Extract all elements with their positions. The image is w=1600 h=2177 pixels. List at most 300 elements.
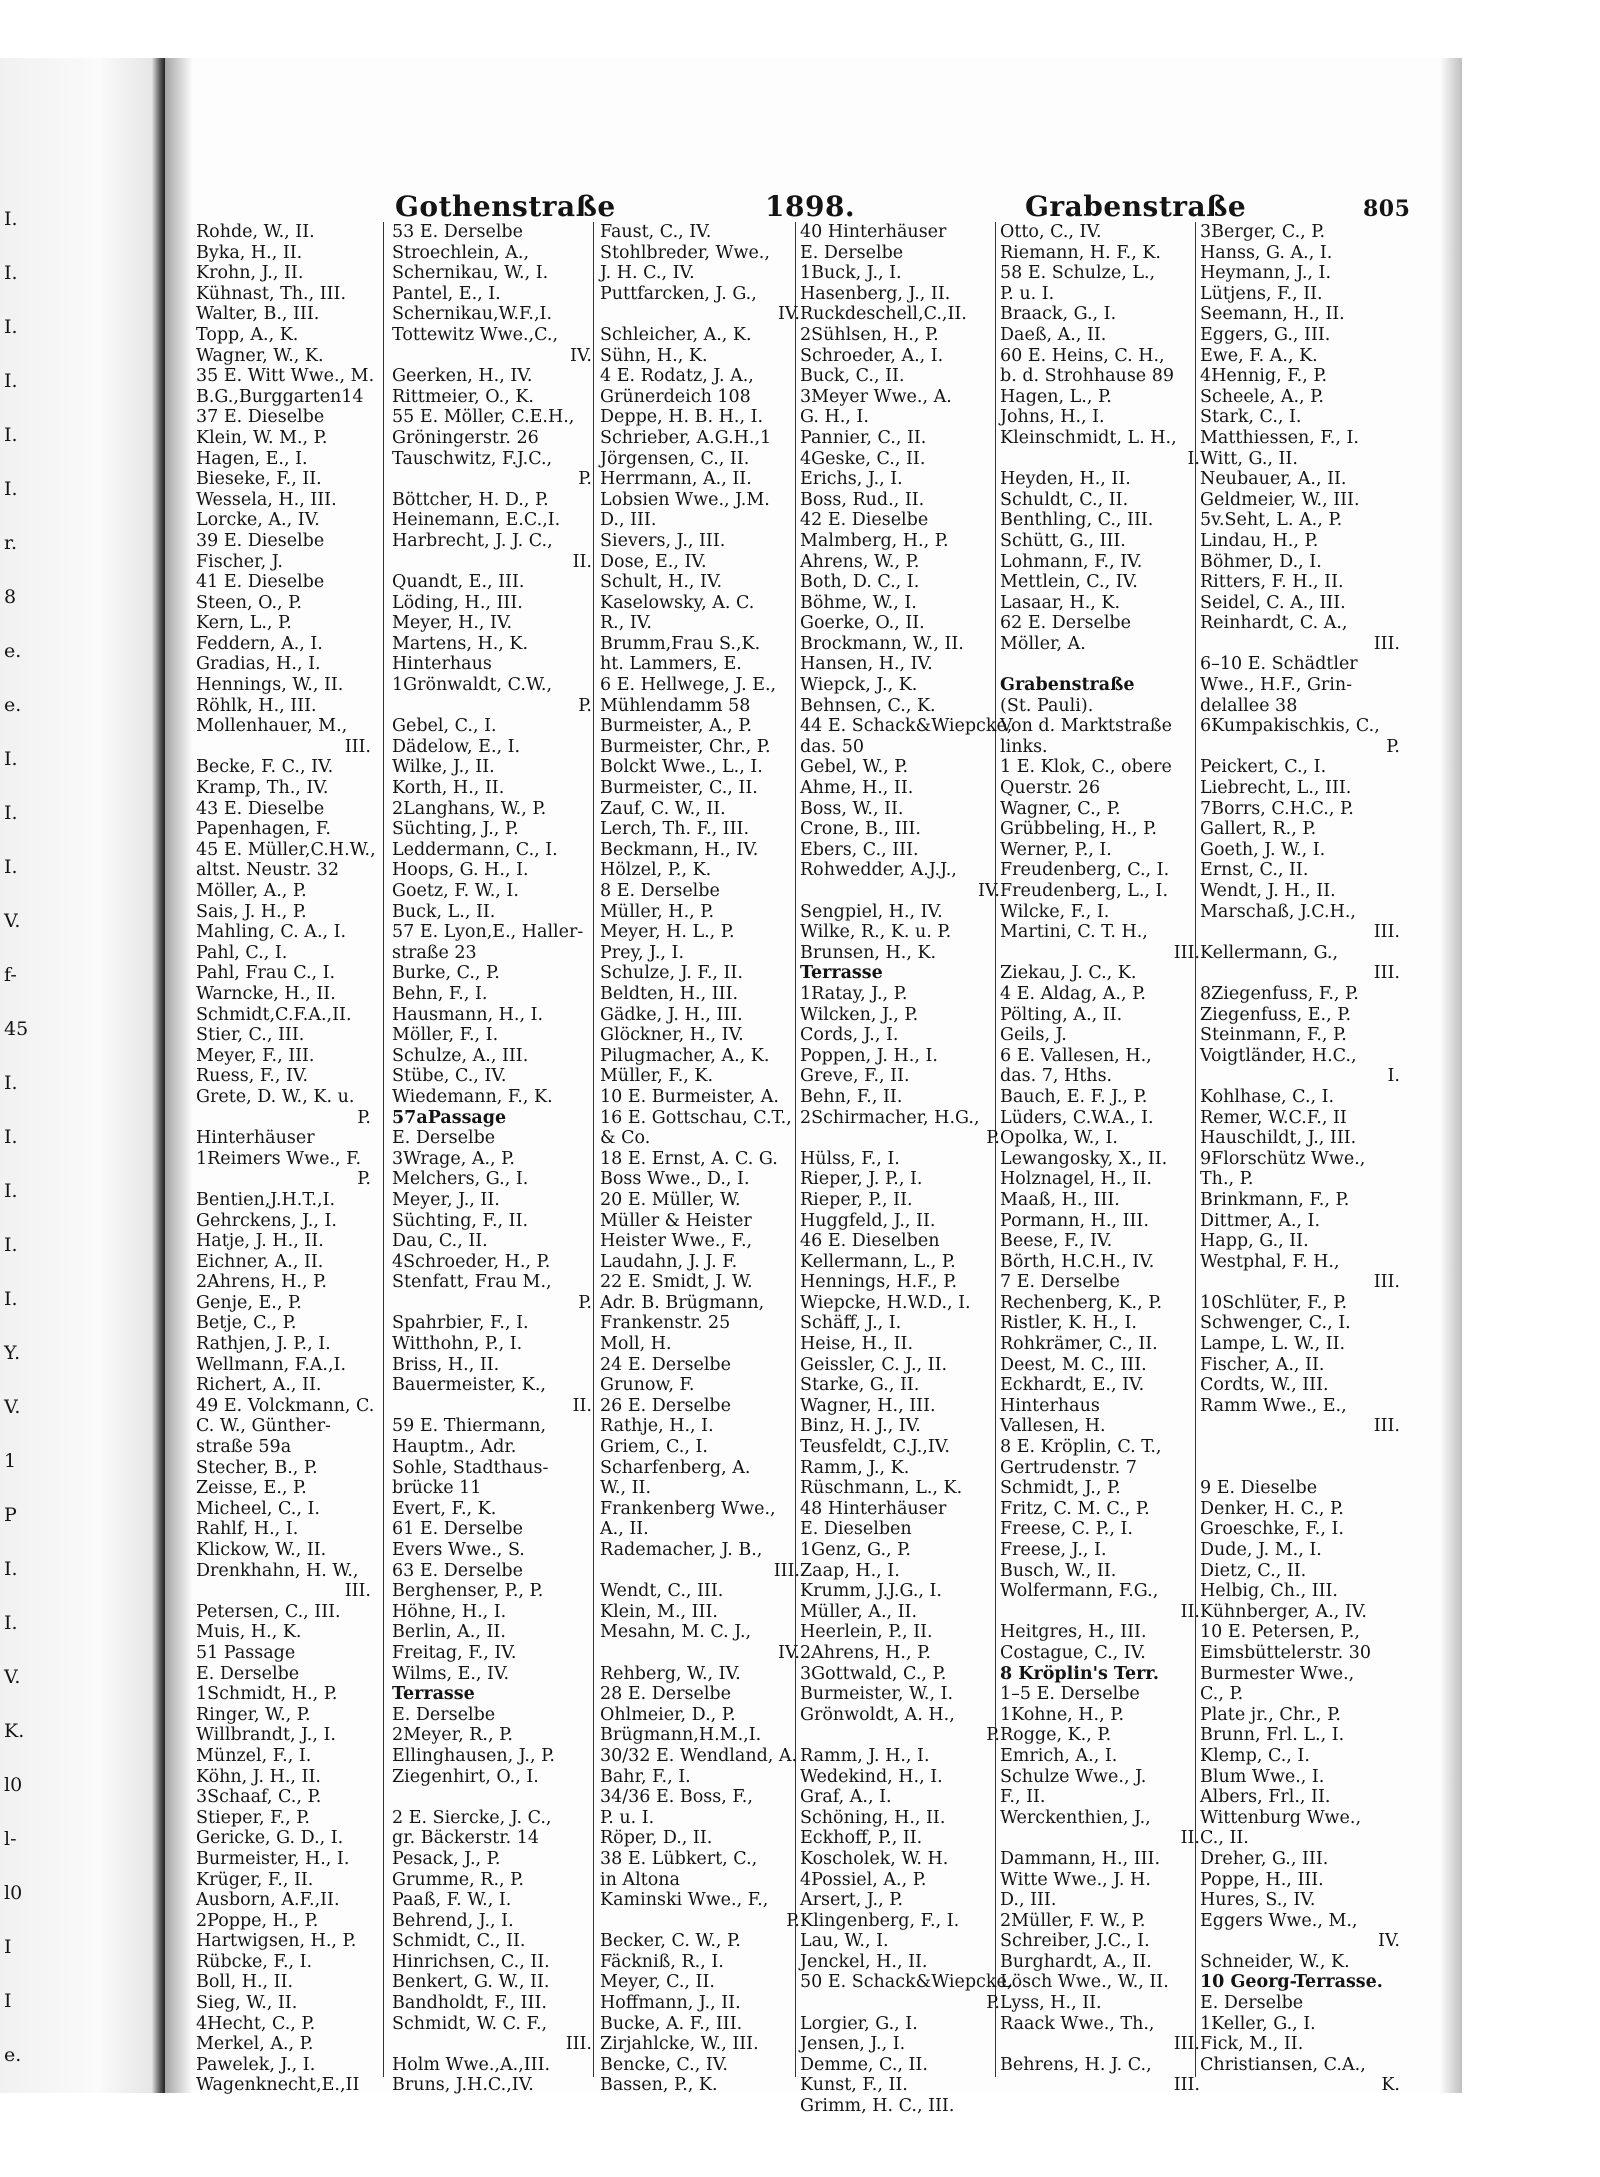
directory-line: Lorgier, G., I. bbox=[800, 2013, 918, 2034]
directory-line: Feddern, A., I. bbox=[196, 633, 323, 654]
header-left-street: Gothenstraße bbox=[395, 190, 616, 223]
directory-line: Benthling, C., III. bbox=[1000, 510, 1154, 531]
directory-line: Poppe, H., III. bbox=[1200, 1869, 1324, 1890]
directory-line: 40 Hinterhäuser bbox=[800, 222, 947, 242]
directory-line: Korth, H., II. bbox=[392, 778, 505, 799]
directory-line: III. bbox=[1373, 922, 1400, 943]
previous-page-edge-text: f- bbox=[4, 964, 17, 986]
directory-line: 3Gottwald, C., P. bbox=[800, 1663, 947, 1684]
directory-line: Wiepck, J., K. bbox=[800, 675, 918, 696]
directory-line: Griem, C., I. bbox=[600, 1437, 708, 1458]
directory-line: Gallert, R., P. bbox=[1200, 819, 1317, 840]
directory-line: Wellmann, F.A.,I. bbox=[196, 1354, 347, 1375]
directory-line: Micheel, C., I. bbox=[196, 1498, 320, 1519]
directory-line: P. bbox=[578, 469, 592, 490]
directory-line: Von d. Marktstraße bbox=[1000, 716, 1172, 737]
directory-line: Kühnberger, A., IV. bbox=[1200, 1601, 1367, 1622]
directory-line: Pannier, C., II. bbox=[800, 427, 927, 448]
directory-line: Röper, D., II. bbox=[600, 1828, 713, 1849]
directory-line: Berlin, A., II. bbox=[392, 1622, 506, 1643]
directory-line: Burmeister, Chr., P. bbox=[600, 736, 771, 757]
directory-line: Freese, J., I. bbox=[1000, 1540, 1107, 1560]
directory-line: P. bbox=[578, 1292, 592, 1313]
directory-line: Brinkmann, F., P. bbox=[1200, 1189, 1350, 1210]
previous-page-edge-text: I. bbox=[4, 316, 18, 338]
directory-line: Heinemann, E.C.,I. bbox=[392, 510, 561, 531]
directory-line: Wwe., H.F., Grin- bbox=[1200, 675, 1353, 696]
directory-line: F., II. bbox=[1000, 1787, 1046, 1808]
previous-page-edge-text: e. bbox=[4, 694, 22, 716]
directory-line: C., P. bbox=[1200, 1684, 1244, 1705]
directory-line: Hinterhaus bbox=[1000, 1395, 1100, 1416]
directory-line: Johns, H., I. bbox=[1000, 407, 1105, 428]
directory-line: Klingenberg, F., I. bbox=[800, 1910, 960, 1931]
directory-line: 57 E. Lyon,E., Haller- bbox=[392, 922, 584, 943]
directory-line: Beckmann, H., IV. bbox=[600, 839, 759, 860]
header-right-street: Grabenstraße bbox=[1025, 190, 1247, 223]
directory-line: Burke, C., P. bbox=[392, 963, 500, 984]
directory-line: I. bbox=[1387, 1066, 1400, 1087]
directory-line: Hennings, H.F., P. bbox=[800, 1272, 958, 1293]
directory-line: 4Hennig, F., P. bbox=[1200, 366, 1328, 387]
directory-line: Jenckel, H., II. bbox=[800, 1951, 928, 1972]
directory-line: C., II. bbox=[1200, 1828, 1249, 1849]
directory-line: Mahling, C. A., I. bbox=[196, 922, 347, 943]
directory-line: Sais, J. H., P. bbox=[196, 901, 307, 922]
directory-line: Binz, H. J., IV. bbox=[800, 1416, 921, 1437]
directory-line: Gröningerstr. 26 bbox=[392, 427, 539, 448]
directory-line: Schütt, G., III. bbox=[1000, 530, 1126, 551]
directory-line: III. bbox=[1173, 942, 1200, 963]
directory-line: Teusfeldt, C.J.,IV. bbox=[800, 1437, 950, 1458]
directory-line: Heyden, H., II. bbox=[1000, 469, 1131, 490]
directory-line: Adr. B. Brügmann, bbox=[600, 1292, 765, 1313]
directory-line: Heister Wwe., F., bbox=[600, 1231, 753, 1252]
directory-line: Witthohn, P., I. bbox=[392, 1334, 523, 1355]
directory-line: Hartwigsen, H., P. bbox=[196, 1931, 357, 1952]
previous-page-edge-text: K. bbox=[4, 1720, 25, 1742]
directory-line: 62 E. Derselbe bbox=[1000, 613, 1131, 634]
directory-line: Wagner, W., K. bbox=[196, 345, 324, 366]
directory-line: Stark, C., I. bbox=[1200, 407, 1302, 428]
directory-line: Erichs, J., I. bbox=[800, 469, 903, 490]
directory-line: 38 E. Lübkert, C., bbox=[600, 1848, 758, 1869]
directory-line: Seidel, C. A., III. bbox=[1200, 592, 1346, 613]
page-number: 805 bbox=[1363, 196, 1411, 222]
directory-line: Graf, A., I. bbox=[800, 1787, 892, 1808]
previous-page-edge-text: I. bbox=[4, 856, 18, 878]
directory-line: Hinterhaus bbox=[392, 654, 492, 675]
directory-line bbox=[392, 1787, 592, 1808]
directory-line: D., III. bbox=[1000, 1890, 1057, 1911]
directory-line: G. H., I. bbox=[800, 407, 869, 428]
directory-line: 59 E. Thiermann, bbox=[392, 1416, 547, 1437]
previous-page-edge-text: 1 bbox=[4, 1450, 17, 1472]
directory-line: Müller, F., K. bbox=[600, 1066, 714, 1087]
directory-line: Goerke, O., II. bbox=[800, 613, 925, 634]
directory-line: Möller, F., I. bbox=[392, 1025, 499, 1046]
directory-line: Wiepcke, H.W.D., I. bbox=[800, 1292, 971, 1313]
directory-line: Behnsen, C., K. bbox=[800, 695, 936, 716]
directory-line: Lasaar, H., K. bbox=[1000, 592, 1121, 613]
directory-line: Kaselowsky, A. C. bbox=[600, 592, 755, 613]
directory-line: E. Derselbe bbox=[392, 1128, 496, 1149]
directory-line: Krüger, F., II. bbox=[196, 1869, 314, 1890]
directory-line: Ernst, C., II. bbox=[1200, 860, 1309, 881]
directory-line: D., III. bbox=[600, 510, 657, 531]
directory-line: Pesack, J., P. bbox=[392, 1848, 501, 1869]
directory-line: Braack, G., I. bbox=[1000, 304, 1117, 325]
previous-page-edge-text: I. bbox=[4, 262, 18, 284]
directory-line: Ausborn, A.F.,II. bbox=[196, 1890, 340, 1911]
directory-line: III. bbox=[1373, 1416, 1400, 1437]
directory-line: Dädelow, E., I. bbox=[392, 736, 521, 757]
directory-line: Voigtländer, H.C., bbox=[1200, 1045, 1357, 1066]
directory-line: 53 E. Derselbe bbox=[392, 222, 523, 242]
directory-line: Dietz, C., II. bbox=[1200, 1560, 1307, 1581]
directory-line: Beldten, H., III. bbox=[600, 983, 739, 1004]
directory-line: 9 E. Dieselbe bbox=[1200, 1478, 1318, 1499]
directory-line: Blum Wwe., I. bbox=[1200, 1766, 1325, 1787]
directory-line: Hansen, H., IV. bbox=[800, 654, 933, 675]
previous-page-edge-text: I. bbox=[4, 1072, 18, 1094]
column-rule bbox=[593, 222, 594, 2077]
directory-line: Schulze, A., III. bbox=[392, 1045, 529, 1066]
directory-line: 20 E. Müller, W. bbox=[600, 1189, 741, 1210]
directory-line: Buck, L., II. bbox=[392, 901, 496, 922]
directory-line: Mühlendamm 58 bbox=[600, 695, 751, 716]
directory-line: Hanss, G. A., I. bbox=[1200, 242, 1333, 263]
directory-line: 43 E. Dieselbe bbox=[196, 798, 325, 819]
directory-line: Paaß, F. W., I. bbox=[392, 1890, 512, 1911]
directory-line: Brunsen, H., K. bbox=[800, 942, 937, 963]
directory-line: Topp, A., K. bbox=[196, 324, 299, 345]
directory-line: 49 E. Volckmann, C. bbox=[196, 1395, 375, 1416]
directory-line: P. bbox=[357, 1169, 371, 1190]
previous-page-edge-text: I bbox=[4, 1936, 12, 1958]
previous-page-edge-text: 45 bbox=[4, 1018, 29, 1040]
directory-line: IV. bbox=[977, 881, 1000, 901]
directory-line: Meyer, H. L., P. bbox=[600, 922, 735, 943]
directory-line: Meyer, C., II. bbox=[600, 1972, 715, 1993]
directory-line: Martens, H., K. bbox=[392, 633, 529, 654]
directory-line: P. bbox=[986, 1725, 1000, 1746]
directory-line: 4Hecht, C., P. bbox=[196, 2013, 316, 2034]
directory-line: links. bbox=[1000, 736, 1048, 757]
directory-line: Both, D. C., I. bbox=[800, 572, 920, 593]
directory-line: Papenhagen, F. bbox=[196, 819, 331, 840]
directory-line: Th., P. bbox=[1200, 1169, 1254, 1190]
directory-line: Müller & Heister bbox=[600, 1210, 752, 1231]
directory-line: Wiedemann, F., K. bbox=[392, 1086, 553, 1107]
directory-line: Zaap, H., I. bbox=[800, 1560, 900, 1581]
directory-line: 2Schirmacher, H.G., bbox=[800, 1107, 980, 1128]
directory-line: Wilcke, F., I. bbox=[1000, 901, 1110, 922]
previous-page-edge-text: I. bbox=[4, 1288, 18, 1310]
directory-line: Reinhardt, C. A., bbox=[1200, 613, 1348, 634]
directory-line: Rüschmann, L., K. bbox=[800, 1478, 963, 1499]
directory-line: Freudenberg, C., I. bbox=[1000, 860, 1170, 881]
directory-line: Behrens, H. J. C., bbox=[1000, 2054, 1152, 2075]
directory-line: Burmeister, W., I. bbox=[800, 1684, 954, 1705]
directory-line: 58 E. Schulze, L., bbox=[1000, 263, 1156, 284]
directory-line: J. H. C., IV. bbox=[600, 263, 695, 284]
directory-line: 6Kumpakischkis, C., bbox=[1200, 716, 1380, 737]
directory-line: Warncke, H., II. bbox=[196, 983, 336, 1004]
directory-line: Schreiber, J.C., I. bbox=[1000, 1931, 1150, 1952]
directory-line: Lütjens, F., II. bbox=[1200, 283, 1323, 304]
directory-line: Goeth, J. W., I. bbox=[1200, 839, 1326, 860]
directory-line: Peickert, C., I. bbox=[1200, 757, 1327, 778]
directory-line: Sohle, Stadthaus- bbox=[392, 1457, 549, 1478]
directory-line: Kleinschmidt, L. H., bbox=[1000, 427, 1177, 448]
directory-line: Fischer, A., II. bbox=[1200, 1354, 1325, 1375]
directory-line: B.G.,Burggarten14 bbox=[196, 386, 364, 407]
directory-line: W., II. bbox=[600, 1478, 652, 1499]
directory-line: Bauch, E. F. J., P. bbox=[1000, 1086, 1148, 1107]
directory-line: Lau, W., I. bbox=[800, 1931, 889, 1952]
directory-line: Klickow, W., II. bbox=[196, 1540, 327, 1560]
directory-line: III. bbox=[565, 2034, 592, 2055]
directory-line: Klein, W. M., P. bbox=[196, 427, 328, 448]
directory-line: Buck, C., II. bbox=[800, 366, 905, 387]
directory-line: Groeschke, F., I. bbox=[1200, 1519, 1344, 1540]
directory-line: Grete, D. W., K. u. bbox=[196, 1086, 355, 1107]
directory-line: Schernikau, W., I. bbox=[392, 263, 549, 284]
directory-line: Grübbeling, H., P. bbox=[1000, 819, 1157, 840]
directory-line: Lösch Wwe., W., II. bbox=[1000, 1972, 1169, 1993]
directory-line: Schuldt, C., II. bbox=[1000, 489, 1129, 510]
directory-line: 5v.Seht, L. A., P. bbox=[1200, 510, 1343, 531]
directory-line: 1 E. Klok, C., obere bbox=[1000, 757, 1172, 778]
directory-line: E. Dieselben bbox=[800, 1519, 912, 1540]
previous-page-edge-text: I. bbox=[4, 208, 18, 230]
directory-line: Starke, G., II. bbox=[800, 1375, 920, 1396]
directory-line: Ahme, H., II. bbox=[800, 778, 914, 799]
directory-line: 8 E. Derselbe bbox=[600, 881, 720, 901]
directory-line: 1Genz, G., P. bbox=[800, 1540, 911, 1560]
directory-line: III. bbox=[1173, 2034, 1200, 2055]
directory-column-5 bbox=[1000, 222, 1200, 2096]
directory-line: Evers Wwe., S. bbox=[392, 1540, 525, 1560]
directory-line: Puttfarcken, J. G., bbox=[600, 283, 757, 304]
directory-line: Bucke, A. F., III. bbox=[600, 2013, 743, 2034]
directory-line: Fick, M., II. bbox=[1200, 2034, 1304, 2055]
directory-line: Lewangosky, X., II. bbox=[1000, 1148, 1168, 1169]
directory-line: Hauptm., Adr. bbox=[392, 1437, 517, 1458]
directory-line: Bentien,J.H.T.,I. bbox=[196, 1189, 336, 1210]
directory-line: Wilcken, J., P. bbox=[800, 1004, 919, 1025]
directory-line: Gebel, C., I. bbox=[392, 716, 497, 737]
directory-line: 4Geske, C., II. bbox=[800, 448, 926, 469]
directory-line: Wagner, H., III. bbox=[800, 1395, 936, 1416]
directory-line: Boss, Rud., II. bbox=[800, 489, 925, 510]
directory-line: Fischer, J. bbox=[196, 551, 283, 572]
directory-line: Zauf, C. W., II. bbox=[600, 798, 726, 819]
previous-page-edge-text: I. bbox=[4, 748, 18, 770]
directory-line: Eckhardt, E., IV. bbox=[1000, 1375, 1145, 1396]
directory-line: Burmeister, A., P. bbox=[600, 716, 753, 737]
directory-line: Krumm, J.J.G., I. bbox=[800, 1581, 942, 1602]
directory-line: Terrasse bbox=[392, 1684, 475, 1705]
directory-line: Emrich, A., I. bbox=[1000, 1745, 1118, 1766]
directory-line: Sühn, H., K. bbox=[600, 345, 708, 366]
directory-line: III. bbox=[1173, 2075, 1200, 2096]
directory-line: 1Reimers Wwe., F. bbox=[196, 1148, 362, 1169]
directory-line: Querstr. 26 bbox=[1000, 778, 1101, 799]
directory-line: Hoffmann, J., II. bbox=[600, 1993, 741, 2014]
directory-line: P. bbox=[786, 1910, 800, 1931]
directory-line: Freese, C. P., I. bbox=[1000, 1519, 1133, 1540]
directory-line: Münzel, F., I. bbox=[196, 1745, 312, 1766]
directory-line: Gertrudenstr. 7 bbox=[1000, 1457, 1137, 1478]
directory-line: Schmidt, C., II. bbox=[392, 1931, 526, 1952]
directory-line: Schroeder, A., I. bbox=[800, 345, 944, 366]
directory-line: Klemp, C., I. bbox=[1200, 1745, 1310, 1766]
directory-line: Ebers, C., III. bbox=[800, 839, 919, 860]
directory-line bbox=[1200, 1437, 1400, 1458]
directory-line: Tottewitz Wwe.,C., bbox=[392, 324, 559, 345]
directory-line: Cords, J., I. bbox=[800, 1025, 899, 1046]
directory-line: 6 E. Vallesen, H., bbox=[1000, 1045, 1152, 1066]
directory-line: Witt, G., II. bbox=[1200, 448, 1298, 469]
directory-line: Freudenberg, L., I. bbox=[1000, 881, 1169, 901]
directory-line: Böhmer, D., I. bbox=[1200, 551, 1322, 572]
directory-line: Rohkrämer, C., II. bbox=[1000, 1334, 1158, 1355]
directory-line: E. Derselbe bbox=[196, 1663, 300, 1684]
directory-line: Frankenberg Wwe., bbox=[600, 1498, 776, 1519]
directory-line: Kellermann, L., P. bbox=[800, 1251, 956, 1272]
directory-line: Grumme, R., P. bbox=[392, 1869, 524, 1890]
directory-line: Rahlf, H., I. bbox=[196, 1519, 299, 1540]
directory-line: Ruckdeschell,C.,II. bbox=[800, 304, 967, 325]
directory-line: Grimm, H. C., III. bbox=[800, 2096, 955, 2117]
directory-line: Dittmer, A., I. bbox=[1200, 1210, 1321, 1231]
directory-line: das. 7, Hths. bbox=[1000, 1066, 1113, 1087]
directory-line: Burmester Wwe., bbox=[1200, 1663, 1355, 1684]
directory-line bbox=[1200, 1458, 1400, 1479]
directory-line: Riemann, H. F., K. bbox=[1000, 242, 1161, 263]
directory-line: Rathjen, J. P., I. bbox=[196, 1334, 331, 1355]
directory-line: Schäff, J., I. bbox=[800, 1313, 902, 1334]
directory-line: 3Schaaf, C., P. bbox=[196, 1787, 322, 1808]
directory-line: Seemann, H., II. bbox=[1200, 304, 1345, 325]
directory-line: Mesahn, M. C. J., bbox=[600, 1622, 752, 1643]
directory-line: Grunow, F. bbox=[600, 1375, 695, 1396]
directory-line: 24 E. Derselbe bbox=[600, 1354, 731, 1375]
directory-line: Ramm, J. H., I. bbox=[800, 1745, 930, 1766]
directory-line: 6 E. Hellwege, J. E., bbox=[600, 675, 777, 696]
directory-line: Burmeister, C., II. bbox=[600, 778, 758, 799]
directory-line: Börth, H.C.H., IV. bbox=[1000, 1251, 1155, 1272]
directory-line: Lüders, C.W.A., I. bbox=[1000, 1107, 1154, 1128]
directory-line: Huggfeld, J., II. bbox=[800, 1210, 936, 1231]
directory-line: 57aPassage bbox=[392, 1107, 507, 1128]
directory-line: IV. bbox=[777, 1642, 800, 1663]
page-right-edge bbox=[1440, 58, 1462, 2093]
directory-line: ht. Lammers, E. bbox=[600, 654, 742, 675]
previous-page-edge-text: Y. bbox=[4, 1342, 21, 1364]
directory-line: 1Ratay, J., P. bbox=[800, 983, 908, 1004]
directory-line: Dau, C., II. bbox=[392, 1231, 488, 1252]
directory-line: Schulze Wwe., J. bbox=[1000, 1766, 1147, 1787]
directory-line: Rittmeier, O., K. bbox=[392, 386, 534, 407]
directory-line: Hoops, G. H., I. bbox=[392, 860, 529, 881]
directory-line: Ramm Wwe., E., bbox=[1200, 1395, 1347, 1416]
directory-line: Albers, Frl., II. bbox=[1200, 1787, 1331, 1808]
directory-line: Laudahn, J. J. F. bbox=[600, 1251, 738, 1272]
directory-line: Dude, J. M., I. bbox=[1200, 1540, 1322, 1560]
directory-line: Boss Wwe., D., I. bbox=[600, 1169, 750, 1190]
directory-line: Ringer, W., P. bbox=[196, 1704, 311, 1725]
previous-page-edge-text: l0 bbox=[4, 1882, 23, 1904]
directory-line: Hinrichsen, C., II. bbox=[392, 1951, 550, 1972]
directory-line: Faust, C., IV. bbox=[600, 222, 712, 242]
directory-line: Rieper, P., II. bbox=[800, 1189, 913, 1210]
directory-line: 4 E. Rodatz, J. A., bbox=[600, 366, 754, 387]
previous-page-edge-text: I bbox=[4, 1990, 12, 2012]
directory-line: 10 Georg-Terrasse. bbox=[1200, 1972, 1383, 1993]
directory-line: 3Meyer Wwe., A. bbox=[800, 386, 952, 407]
directory-line: Ahrens, W., P. bbox=[800, 551, 920, 572]
directory-line: 61 E. Derselbe bbox=[392, 1519, 523, 1540]
directory-line: R., IV. bbox=[600, 613, 652, 634]
previous-page-edge-text: r. bbox=[4, 532, 18, 554]
directory-line: Rogge, K., P. bbox=[1000, 1725, 1112, 1746]
directory-line: 1Kohne, H., P. bbox=[1000, 1704, 1125, 1725]
directory-line: Heymann, J., I. bbox=[1200, 263, 1332, 284]
directory-line: Liebrecht, L., III. bbox=[1200, 778, 1352, 799]
directory-line: Hasenberg, J., II. bbox=[800, 283, 951, 304]
directory-line: 8 Kröplin's Terr. bbox=[1000, 1663, 1160, 1684]
directory-line: 4Possiel, A., P. bbox=[800, 1869, 927, 1890]
previous-page-edge-text: I. bbox=[4, 424, 18, 446]
directory-line: 26 E. Derselbe bbox=[600, 1395, 731, 1416]
directory-line: Maaß, H., III. bbox=[1000, 1189, 1120, 1210]
directory-line: Demme, C., II. bbox=[800, 2054, 928, 2075]
directory-line: Stohlbreder, Wwe., bbox=[600, 242, 770, 263]
directory-line: Wagenknecht,E.,II bbox=[196, 2075, 360, 2096]
directory-line: 63 E. Derselbe bbox=[392, 1560, 523, 1581]
directory-line: Krohn, J., II. bbox=[196, 263, 304, 284]
directory-line: Neubauer, A., II. bbox=[1200, 469, 1347, 490]
directory-line: Mettlein, C., IV. bbox=[1000, 572, 1138, 593]
directory-line: Kellermann, G., bbox=[1200, 942, 1339, 963]
directory-line: Behrend, J., I. bbox=[392, 1910, 514, 1931]
directory-line: Mollenhauer, M., bbox=[196, 716, 348, 737]
directory-line: Ritters, F. H., II. bbox=[1200, 572, 1344, 593]
directory-line: Hures, S., IV. bbox=[1200, 1890, 1316, 1911]
directory-line: 55 E. Möller, C.E.H., bbox=[392, 407, 575, 428]
directory-line: Eckhoff, P., II. bbox=[800, 1828, 923, 1849]
directory-line: Dreher, G., III. bbox=[1200, 1848, 1329, 1869]
directory-line: Greve, F., II. bbox=[800, 1066, 910, 1087]
directory-line: Heerlein, P., II. bbox=[800, 1622, 933, 1643]
directory-line: 10 E. Burmeister, A. bbox=[600, 1086, 779, 1107]
directory-line: Müller, A., II. bbox=[800, 1601, 918, 1622]
directory-line: C. W., Günther- bbox=[196, 1416, 331, 1437]
directory-line: Genje, E., P. bbox=[196, 1292, 302, 1313]
directory-line: Eggers, G., III. bbox=[1200, 324, 1331, 345]
directory-line: Stier, C., III. bbox=[196, 1025, 305, 1046]
directory-line: Evert, F., K. bbox=[392, 1498, 497, 1519]
directory-line: 2Poppe, H., P. bbox=[196, 1910, 319, 1931]
directory-line: Grönwoldt, A. H., bbox=[800, 1704, 955, 1725]
directory-line: Opolka, W., I. bbox=[1000, 1128, 1118, 1149]
directory-line: Lerch, Th. F., III. bbox=[600, 819, 750, 840]
directory-line: Klein, M., III. bbox=[600, 1601, 718, 1622]
directory-line: Cordts, W., III. bbox=[1200, 1375, 1329, 1396]
